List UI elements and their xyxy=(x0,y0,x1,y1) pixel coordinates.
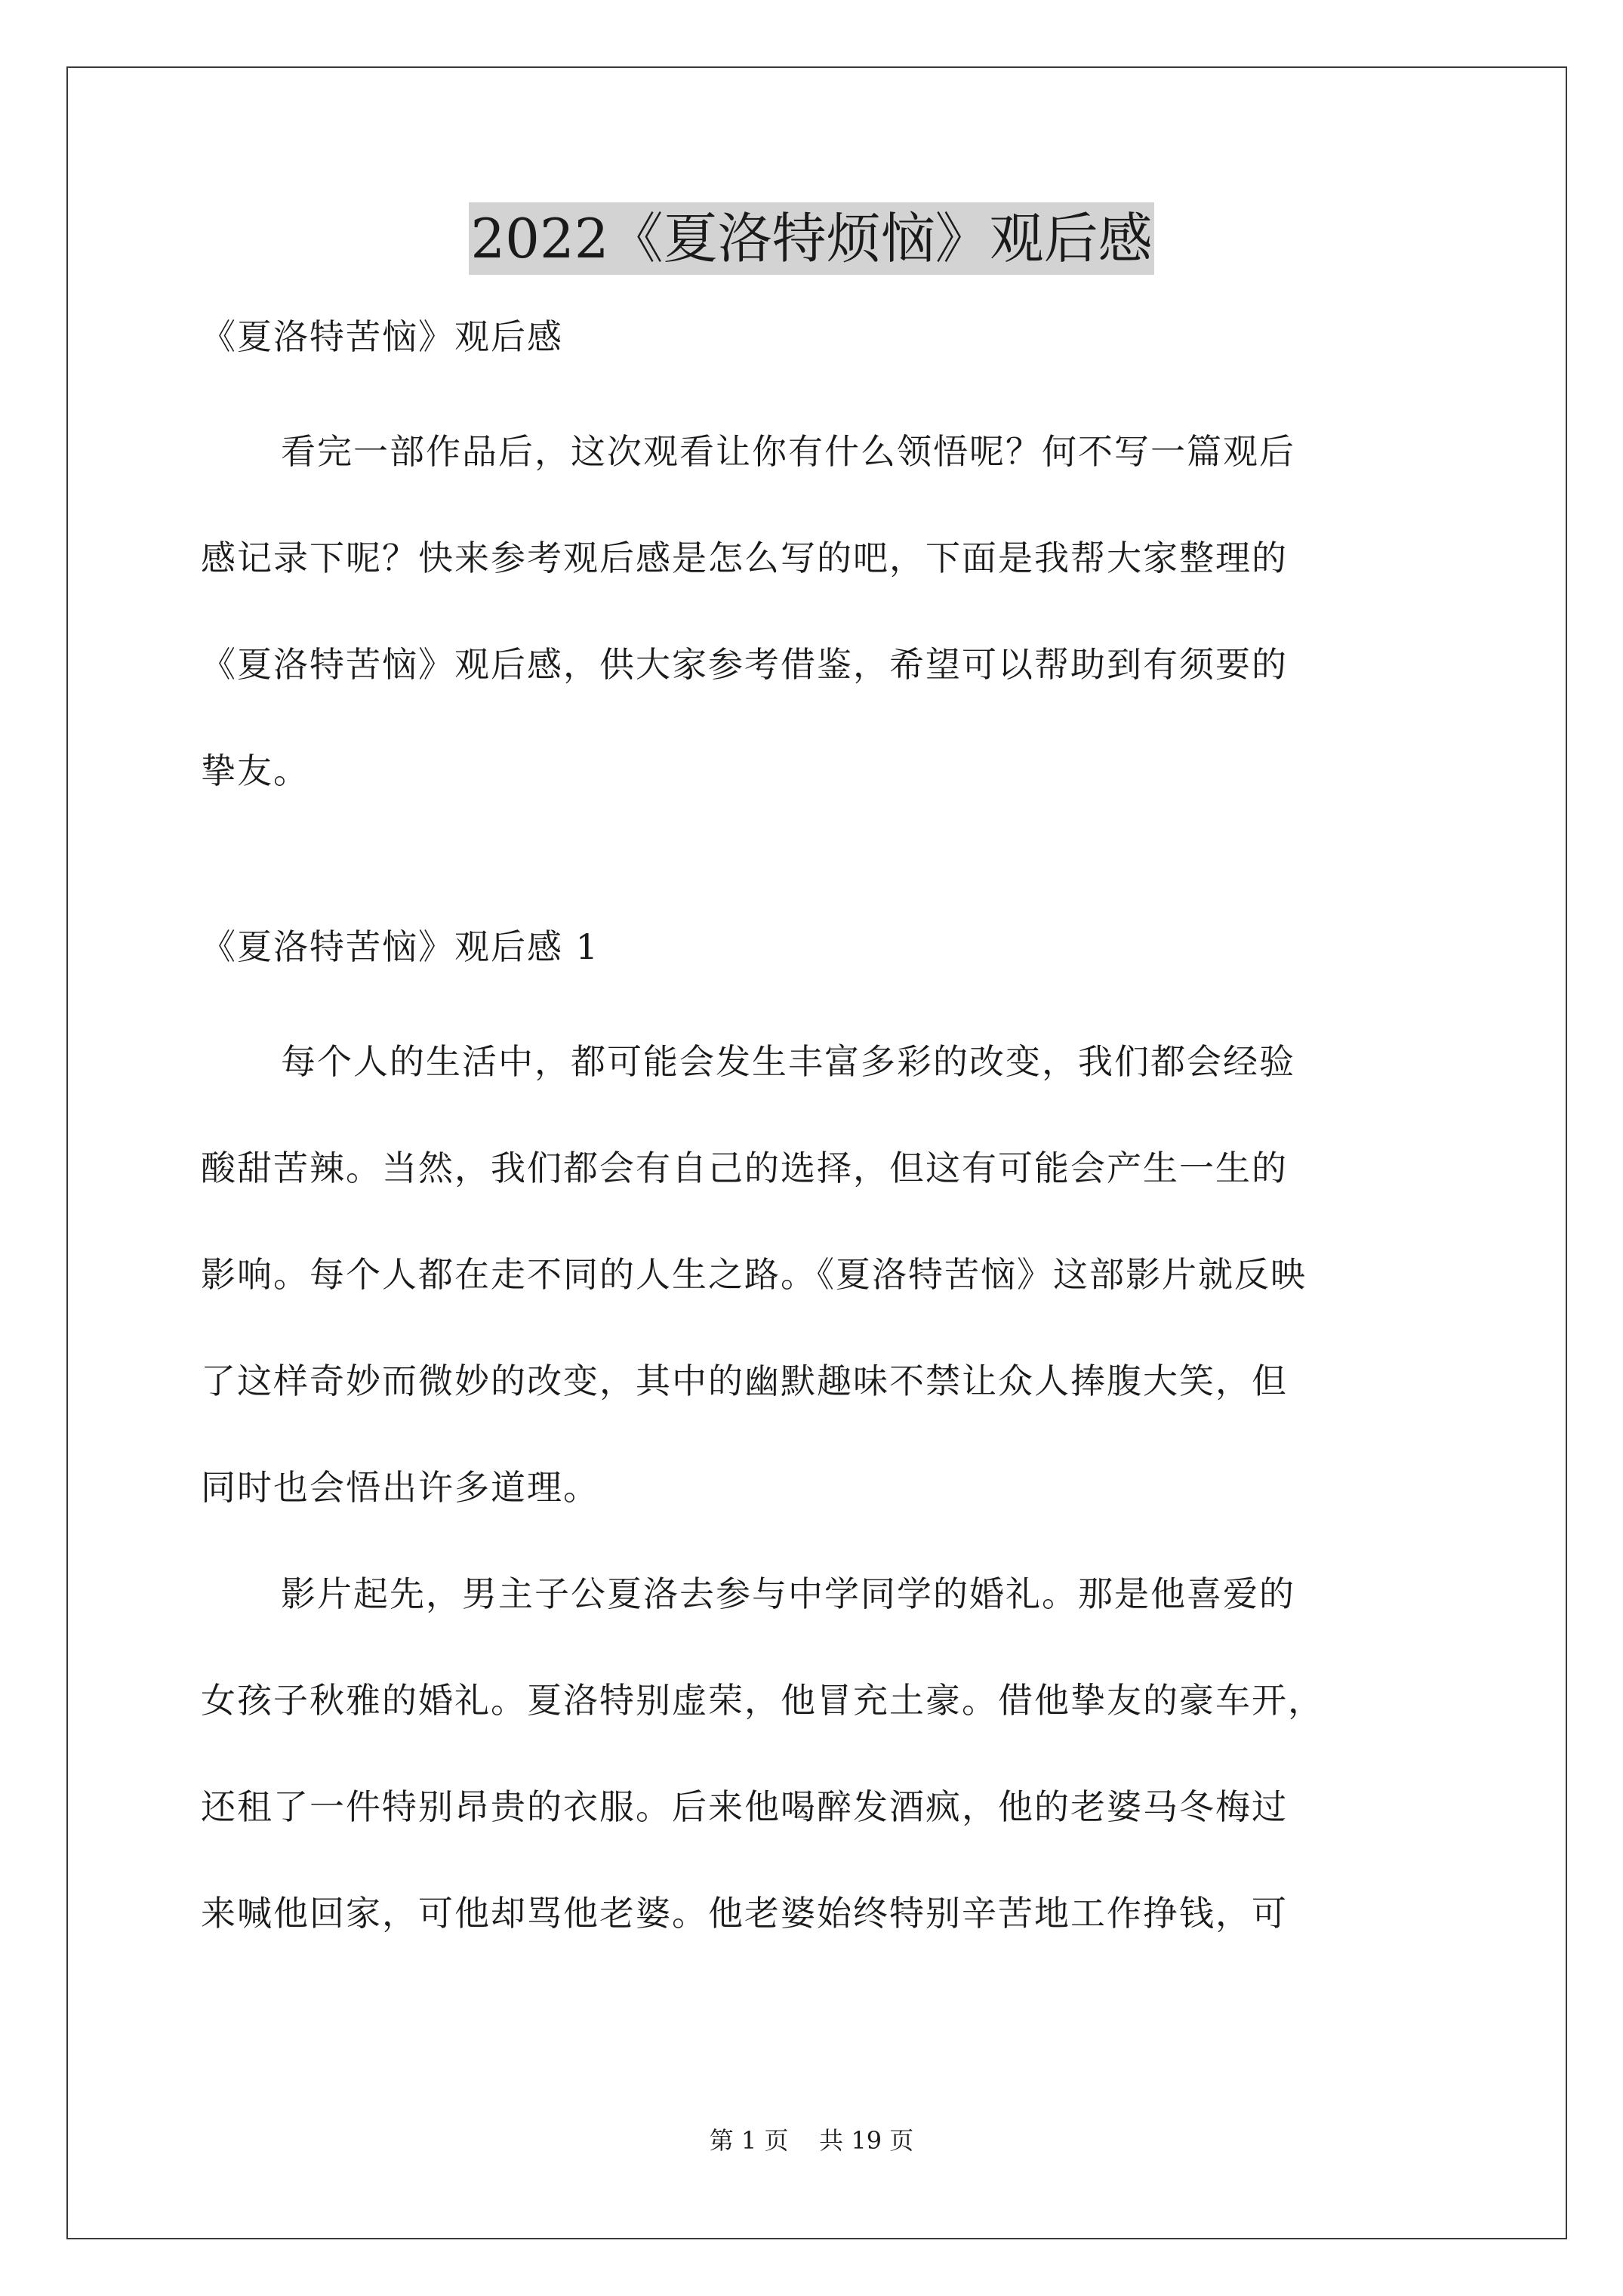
document-title: 2022《夏洛特烦恼》观后感 xyxy=(469,202,1153,275)
paragraph-line: 酸甜苦辣。当然，我们都会有自己的选择，但这有可能会产生一生的 xyxy=(201,1148,1288,1188)
page-number: 第 1 页 xyxy=(709,2126,789,2155)
paragraph-line: 感记录下呢？快来参考观后感是怎么写的吧，下面是我帮大家整理的 xyxy=(201,538,1288,578)
document-body xyxy=(201,310,1439,1967)
page-footer xyxy=(0,2124,1623,2157)
page-total: 共 19 页 xyxy=(819,2126,914,2155)
paragraph xyxy=(201,1009,1439,1541)
paragraph-line: 看完一部作品后，这次观看让你有什么领悟呢？何不写一篇观后 xyxy=(281,431,1295,472)
paragraph-line: 还租了一件特别昂贵的衣服。后来他喝醉发酒疯，他的老婆马冬梅过 xyxy=(201,1786,1288,1827)
paragraph-line: 《夏洛特苦恼》观后感，供大家参考借鉴，希望可以帮助到有须要的 xyxy=(201,644,1288,685)
paragraph-line: 同时也会悟出许多道理。 xyxy=(201,1467,599,1508)
section-heading: 《夏洛特苦恼》观后感 xyxy=(201,316,563,357)
paragraph-line: 影片起先，男主子公夏洛去参与中学同学的婚礼。那是他喜爱的 xyxy=(281,1573,1295,1614)
section-heading: 《夏洛特苦恼》观后感 1 xyxy=(201,926,599,967)
paragraph-line: 挚友。 xyxy=(201,750,310,791)
paragraph-line: 来喊他回家，可他却骂他老婆。他老婆始终特别辛苦地工作挣钱，可 xyxy=(201,1893,1288,1934)
paragraph xyxy=(201,1541,1439,1967)
paragraph-line: 了这样奇妙而微妙的改变，其中的幽默趣味不禁让众人捧腹大笑，但 xyxy=(201,1361,1288,1401)
paragraph-line: 女孩子秋雅的婚礼。夏洛特别虚荣，他冒充土豪。借他挚友的豪车开， xyxy=(201,1680,1324,1721)
paragraph-line: 影响。每个人都在走不同的人生之路。《夏洛特苦恼》这部影片就反映 xyxy=(201,1254,1307,1295)
paragraph xyxy=(201,399,1439,824)
title-container xyxy=(0,202,1623,275)
paragraph-line: 每个人的生活中，都可能会发生丰富多彩的改变，我们都会经验 xyxy=(281,1041,1295,1082)
